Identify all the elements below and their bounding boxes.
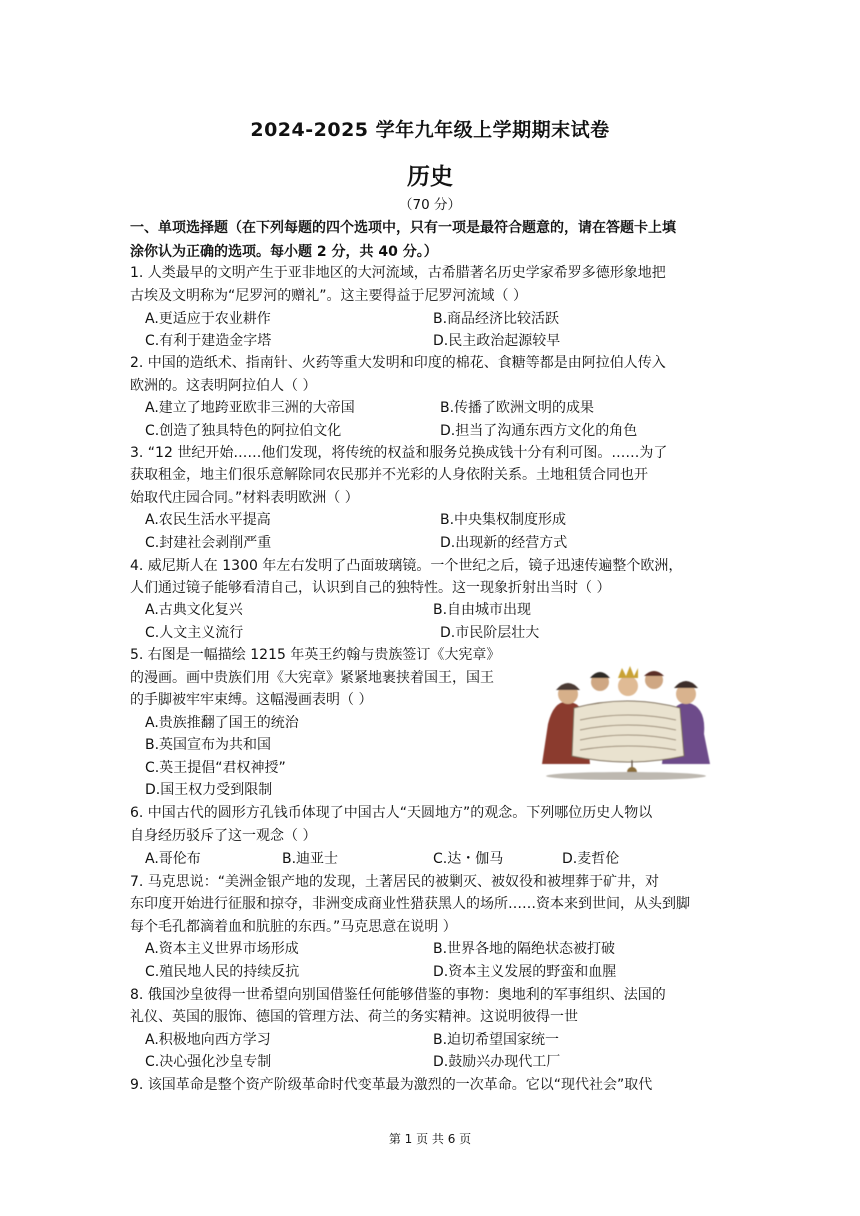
question-2-line: 2. 中国的造纸术、指南针、火药等重大发明和印度的棉花、食糖等都是由阿拉伯人传入 [130, 355, 666, 371]
question-1-line: 1. 人类最早的文明产生于亚非地区的大河流域，古希腊著名历史学家希罗多德形象地把 [130, 265, 666, 281]
question-7-line: 每个毛孔都滴着血和肮脏的东西。”马克思意在说明 ） [130, 919, 457, 935]
section-heading-line: 涂你认为正确的选项。每小题 2 分，共 40 分。） [130, 244, 438, 260]
question-7-option-a: A.资本主义世界市场形成 [145, 941, 299, 957]
question-6-option-d: D.麦哲伦 [562, 851, 620, 867]
magna-carta-cartoon [534, 664, 716, 780]
question-5-option-c: C.英王提倡“君权神授” [145, 760, 286, 776]
question-2-line: 欧洲的。这表明阿拉伯人（ ） [130, 378, 317, 394]
question-7-option-d: D.资本主义发展的野蛮和血腥 [433, 964, 617, 980]
question-9-line: 9. 该国革命是整个资产阶级革命时代变革最为激烈的一次革命。它以“现代社会”取代 [130, 1077, 653, 1093]
question-6-option-c: C.达・伽马 [433, 851, 504, 867]
page-footer: 第 1 页 共 6 页 [388, 1132, 472, 1146]
question-3-line: 获取租金，地主们很乐意解除同农民那并不光彩的人身依附关系。土地租赁合同也开 [130, 467, 648, 483]
question-6-line: 自身经历驳斥了这一观念（ ） [130, 828, 317, 844]
question-6-line: 6. 中国古代的圆形方孔钱币体现了中国古人“天圆地方”的观念。下列哪位历史人物以 [130, 805, 653, 821]
question-7-line: 东印度开始进行征服和掠夺，非洲变成商业性猎获黑人的场所……资本来到世间，从头到脚 [130, 896, 690, 912]
question-4-option-c: C.人文主义流行 [145, 625, 244, 641]
question-6-option-b: B.迪亚士 [282, 851, 339, 867]
question-5-line: 的手脚被牢牢束缚。这幅漫画表明（ ） [130, 692, 373, 708]
question-3-option-c: C.封建社会剥削严重 [145, 535, 272, 551]
question-4-option-b: B.自由城市出现 [433, 602, 532, 618]
question-5-line: 的漫画。画中贵族们用《大宪章》紧紧地裹挟着国王，国王 [130, 670, 494, 686]
question-5-option-b: B.英国宣布为共和国 [145, 737, 272, 753]
question-7-line: 7. 马克思说：“美洲金银产地的发现，土著居民的被剿灭、被奴役和被埋葬于矿井，对 [130, 874, 660, 890]
question-3-option-a: A.农民生活水平提高 [145, 512, 271, 528]
question-3-line: 3. “12 世纪开始……他们发现，将传统的权益和服务兑换成钱十分有利可图。……为了 [130, 445, 668, 461]
question-1-option-d: D.民主政治起源较早 [433, 333, 561, 349]
question-4-line: 4. 威尼斯人在 1300 年左右发明了凸面玻璃镜。一个世纪之后，镜子迅速传遍整个欧洲， [130, 558, 683, 574]
question-8-line: 8. 俄国沙皇彼得一世希望向别国借鉴任何能够借鉴的事物：奥地利的军事组织、法国的 [130, 987, 666, 1003]
question-5-option-a: A.贵族推翻了国王的统治 [145, 715, 299, 731]
question-2-option-b: B.传播了欧洲文明的成果 [440, 400, 595, 416]
question-8-line: 礼仪、英国的服饰、德国的管理方法、荷兰的务实精神。这说明彼得一世 [130, 1009, 578, 1025]
question-7-option-b: B.世界各地的隔绝状态被打破 [433, 941, 616, 957]
question-1-option-a: A.更适应于农业耕作 [145, 311, 271, 327]
question-5-option-d: D.国王权力受到限制 [145, 782, 273, 798]
total-score: （70 分） [399, 197, 461, 213]
question-8-option-c: C.决心强化沙皇专制 [145, 1054, 272, 1070]
question-8-option-b: B.迫切希望国家统一 [433, 1032, 560, 1048]
question-2-option-c: C.创造了独具特色的阿拉伯文化 [145, 423, 342, 439]
subject-title: 历史 [407, 164, 453, 190]
question-8-option-d: D.鼓励兴办现代工厂 [433, 1054, 561, 1070]
question-2-option-a: A.建立了地跨亚欧非三洲的大帝国 [145, 400, 355, 416]
question-4-line: 人们通过镜子能够看清自己，认识到自己的独特性。这一现象折射出当时（ ） [130, 580, 611, 596]
exam-title: 2024-2025 学年九年级上学期期末试卷 [250, 119, 610, 141]
question-1-line: 古埃及文明称为“尼罗河的赠礼”。这主要得益于尼罗河流域（ ） [130, 288, 527, 304]
question-3-option-b: B.中央集权制度形成 [440, 512, 567, 528]
question-2-option-d: D.担当了沟通东西方文化的角色 [440, 423, 638, 439]
question-3-line: 始取代庄园合同。”材料表明欧洲（ ） [130, 490, 359, 506]
question-1-option-c: C.有利于建造金字塔 [145, 333, 272, 349]
question-3-option-d: D.出现新的经营方式 [440, 535, 568, 551]
question-4-option-d: D.市民阶层壮大 [440, 625, 540, 641]
question-7-option-c: C.殖民地人民的持续反抗 [145, 964, 300, 980]
section-heading-line: 一、单项选择题（在下列每题的四个选项中，只有一项是最符合题意的，请在答题卡上填 [130, 220, 676, 236]
question-6-option-a: A.哥伦布 [145, 851, 201, 867]
section-heading [130, 216, 730, 264]
question-4-option-a: A.古典文化复兴 [145, 602, 243, 618]
question-1-option-b: B.商品经济比较活跃 [433, 311, 560, 327]
question-5-line: 5. 右图是一幅描绘 1215 年英王约翰与贵族签订《大宪章》 [130, 647, 501, 663]
question-8-option-a: A.积极地向西方学习 [145, 1032, 271, 1048]
